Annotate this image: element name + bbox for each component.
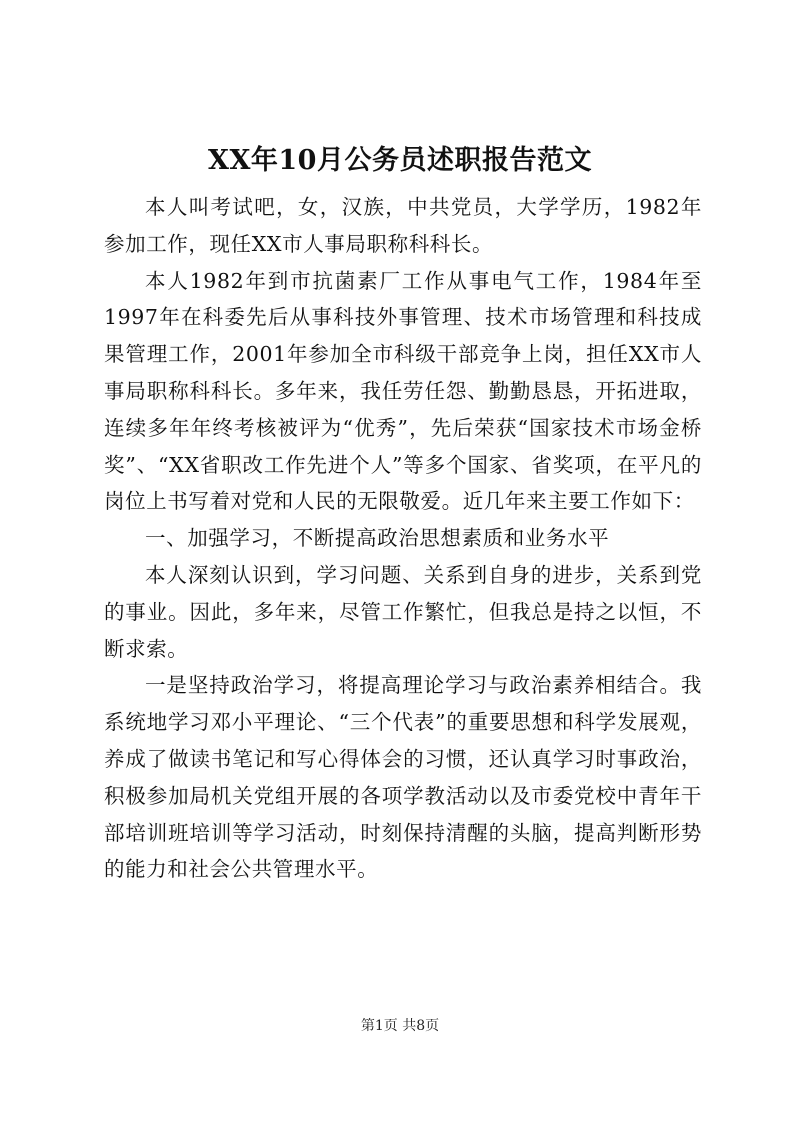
paragraph-work-history: 本人1982年到市抗菌素厂工作从事电气工作，1984年至1997年在科委先后从事科技外事管理、技术市场管理和科技成果管理工作，2001年参加全市科级干部竞争上岗，担任XX市人事局职称科科长。多年来，我任劳任怨、勤勤恳恳，开拓进取，连续多年年终考核被评为“优秀”，先后荣获“国家技术市场金桥奖”、“XX省职改工作先进个人”等多个国家、省奖项，在平凡的岗位上书写着对党和人民的无限敬爱。近几年来主要工作如下： [104,268,702,514]
section-heading-study: 一、加强学习，不断提高政治思想素质和业务水平 [145,526,610,551]
paragraph-personal-info: 本人叫考试吧，女，汉族，中共党员，大学学历，1982年参加工作，现任XX市人事局职称科科长。 [104,195,702,256]
document-title: XX年10月公务员述职报告范文 [208,145,592,176]
page-number-footer: 第1页 共8页 [360,1018,440,1034]
document-body [104,189,702,888]
paragraph-study-intro: 本人深刻认识到，学习问题、关系到自身的进步，关系到党的事业。因此，多年来，尽管工作繁忙，但我总是持之以恒，不断求索。 [104,562,702,661]
paragraph-political-study: 一是坚持政治学习，将提高理论学习与政治素养相结合。我系统地学习邓小平理论、“三个代表”的重要思想和科学发展观，养成了做读书笔记和写心得体会的习惯，还认真学习时事政治，积极参加局机关党组开展的各项学教活动以及市委党校中青年干部培训班培训等学习活动，时刻保持清醒的头脑，提高判断形势的能力和社会公共管理水平。 [104,673,702,882]
